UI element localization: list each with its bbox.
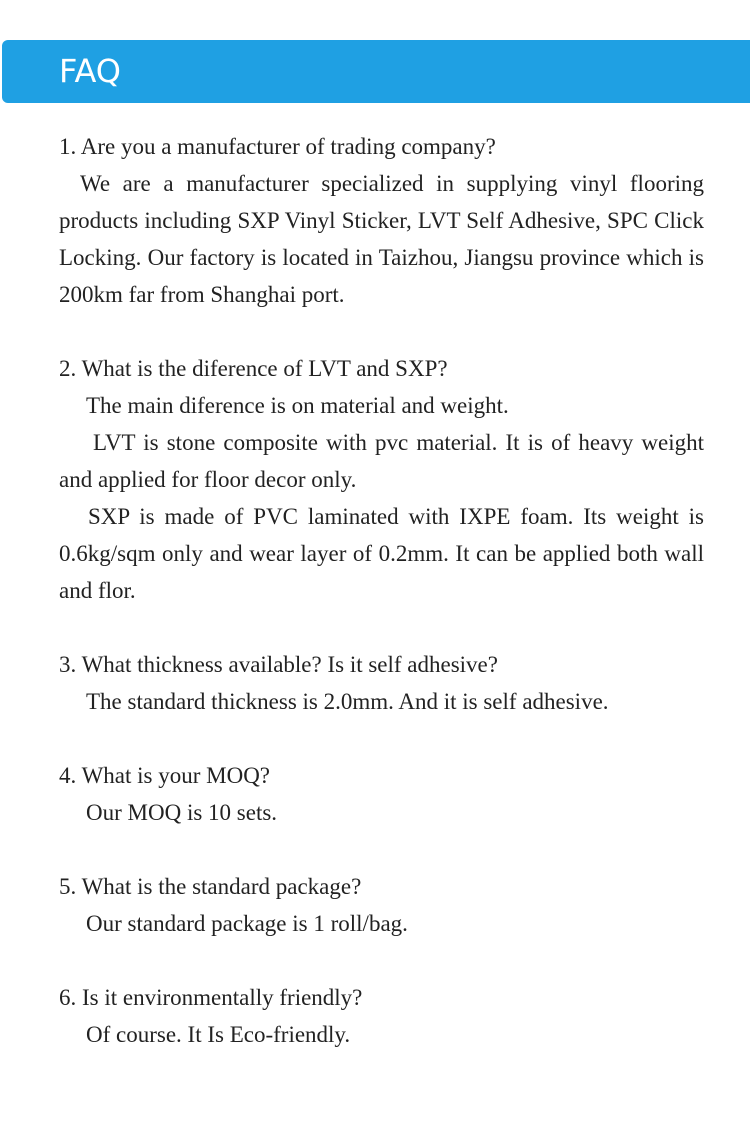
- faq-answer-5: Our standard package is 1 roll/bag.: [86, 911, 408, 936]
- faq-header-banner: [2, 40, 750, 103]
- faq-item-5: [59, 868, 704, 942]
- faq-question-2: 2. What is the diference of LVT and SXP?: [59, 356, 448, 381]
- faq-answer-2-sxp: SXP is made of PVC laminated with IXPE foam. Its weight is 0.6kg/sqm only and wear layer of 0.2mm. It can be applied both wall and flor.: [59, 504, 704, 603]
- faq-item-3: [59, 646, 704, 720]
- faq-question-3: 3. What thickness available? Is it self adhesive?: [59, 652, 498, 677]
- faq-title: FAQ: [59, 52, 121, 90]
- faq-answer-3: The standard thickness is 2.0mm. And it is self adhesive.: [86, 689, 609, 714]
- faq-item-2: [59, 350, 704, 609]
- faq-question-1: 1. Are you a manufacturer of trading company?: [59, 134, 496, 159]
- faq-answer-2-lvt: LVT is stone composite with pvc material. It is of heavy weight and applied for floor decor only.: [59, 430, 704, 492]
- faq-list: [59, 128, 704, 1090]
- faq-question-4: 4. What is your MOQ?: [59, 763, 271, 788]
- faq-answer-1: We are a manufacturer specialized in supplying vinyl flooring products including SXP Vinyl Sticker, LVT Self Adhesive, SPC Click Locking. Our factory is located in Taizhou, Jiangsu province which is 200km far from Shanghai port.: [59, 171, 704, 307]
- faq-question-5: 5. What is the standard package?: [59, 874, 362, 899]
- faq-item-4: [59, 757, 704, 831]
- faq-answer-2-intro: The main diference is on material and weight.: [86, 393, 509, 418]
- faq-answer-6: Of course. It Is Eco-friendly.: [86, 1022, 351, 1047]
- faq-question-6: 6. Is it environmentally friendly?: [59, 985, 363, 1010]
- faq-answer-4: Our MOQ is 10 sets.: [86, 800, 278, 825]
- faq-item-6: [59, 979, 704, 1053]
- faq-item-1: [59, 128, 704, 313]
